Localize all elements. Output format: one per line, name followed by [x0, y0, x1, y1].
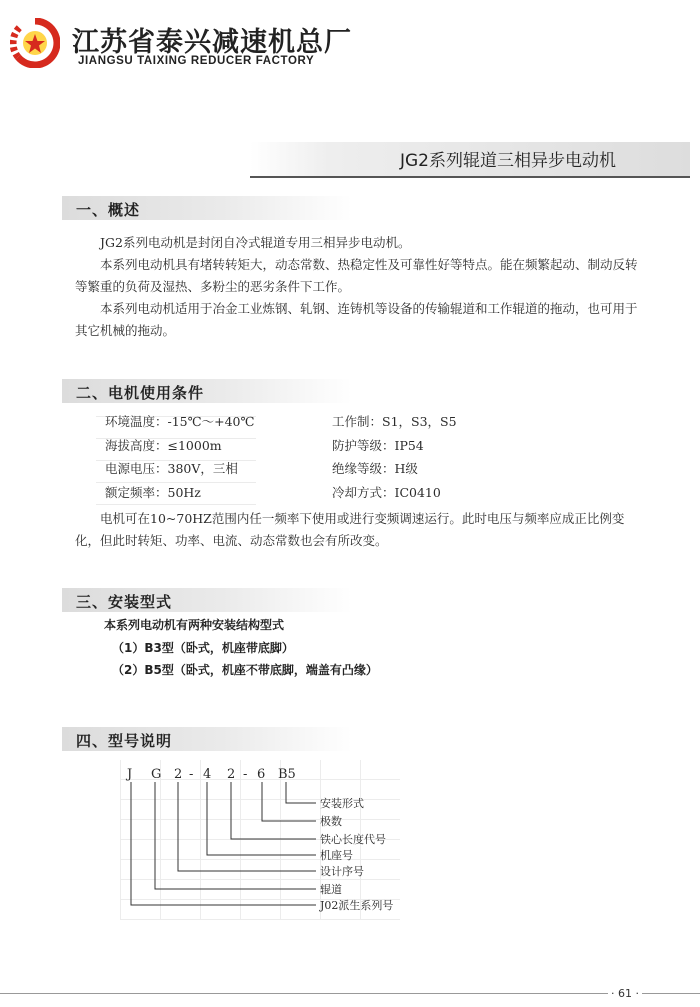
code-char: G: [151, 767, 162, 782]
footer-rule: [0, 993, 700, 994]
condition-item: 工作制：S1，S3，S5: [332, 414, 457, 429]
code-char: B5: [278, 767, 296, 782]
condition-item: 环境温度：-15℃～+40℃: [105, 414, 255, 429]
code-char: -: [189, 767, 194, 782]
code-char: 2: [227, 767, 236, 782]
code-char: J: [127, 767, 133, 782]
overview-paragraph: 本系列电动机具有堵转转矩大，动态常数、热稳定性及可靠性好等特点。能在频繁起动、制动反转等繁重的负荷及湿热、多粉尘的恶劣条件下工作。: [75, 257, 638, 294]
company-name-en: JIANGSU TAIXING REDUCER FACTORY: [78, 55, 315, 67]
code-label: 安装形式: [320, 797, 364, 810]
leader-line: [286, 782, 316, 803]
code-label: 设计序号: [320, 865, 364, 878]
code-label: 极数: [320, 815, 342, 828]
code-label: 辊道: [320, 883, 342, 896]
company-name-cn: 江苏省泰兴减速机总厂: [72, 27, 352, 58]
mounting-intro: 本系列电动机有两种安装结构型式: [104, 618, 285, 632]
code-label: 机座号: [320, 849, 353, 862]
condition-item: 海拔高度：≤1000m: [105, 437, 222, 453]
code-char: 4: [203, 767, 212, 782]
section-heading-conditions: 二、电机使用条件: [76, 384, 205, 402]
code-char: 6: [257, 767, 266, 782]
leader-line: [231, 782, 316, 839]
section-heading-model: 四、型号说明: [76, 732, 173, 750]
section-heading-overview: 一、概述: [76, 201, 141, 219]
leader-line: [178, 782, 316, 871]
condition-item: 防护等级：IP54: [332, 437, 424, 453]
condition-item: 冷却方式：IC0410: [332, 484, 441, 500]
condition-item: 额定频率：50Hz: [105, 484, 201, 500]
code-char: -: [243, 767, 248, 782]
frequency-note-text: 电机可在10~70HZ范围内任一频率下使用或进行变频调速运行。此时电压与频率应成正比例变化，但此时转矩、功率、电流、动态常数也会有所改变。: [75, 511, 625, 548]
leader-line: [131, 782, 316, 905]
document-title: JG2系列辊道三相异步电动机: [400, 151, 617, 171]
section-heading-mounting: 三、安装型式: [76, 593, 173, 611]
leader-line: [155, 782, 316, 889]
overview-paragraph: JG2系列电动机是封闭自冷式辊道专用三相异步电动机。: [100, 235, 411, 250]
code-char: 2: [174, 767, 183, 782]
overview-paragraph: 本系列电动机适用于冶金工业炼钢、轧钢、连铸机等设备的传输辊道和工作辊道的拖动，也可用于其它机械的拖动。: [75, 301, 638, 338]
mounting-item: （1）B3型（卧式，机座带底脚）: [112, 640, 294, 655]
leader-line: [262, 782, 316, 821]
page-number: · 61 ·: [608, 987, 642, 1000]
mounting-item: （2）B5型（卧式，机座不带底脚，端盖有凸缘）: [112, 663, 378, 677]
code-label: 铁心长度代号: [320, 833, 386, 846]
condition-item: 绝缘等级：H级: [332, 461, 418, 476]
code-label: J02派生系列号: [320, 899, 394, 912]
condition-item: 电源电压：380V，三相: [105, 461, 238, 476]
